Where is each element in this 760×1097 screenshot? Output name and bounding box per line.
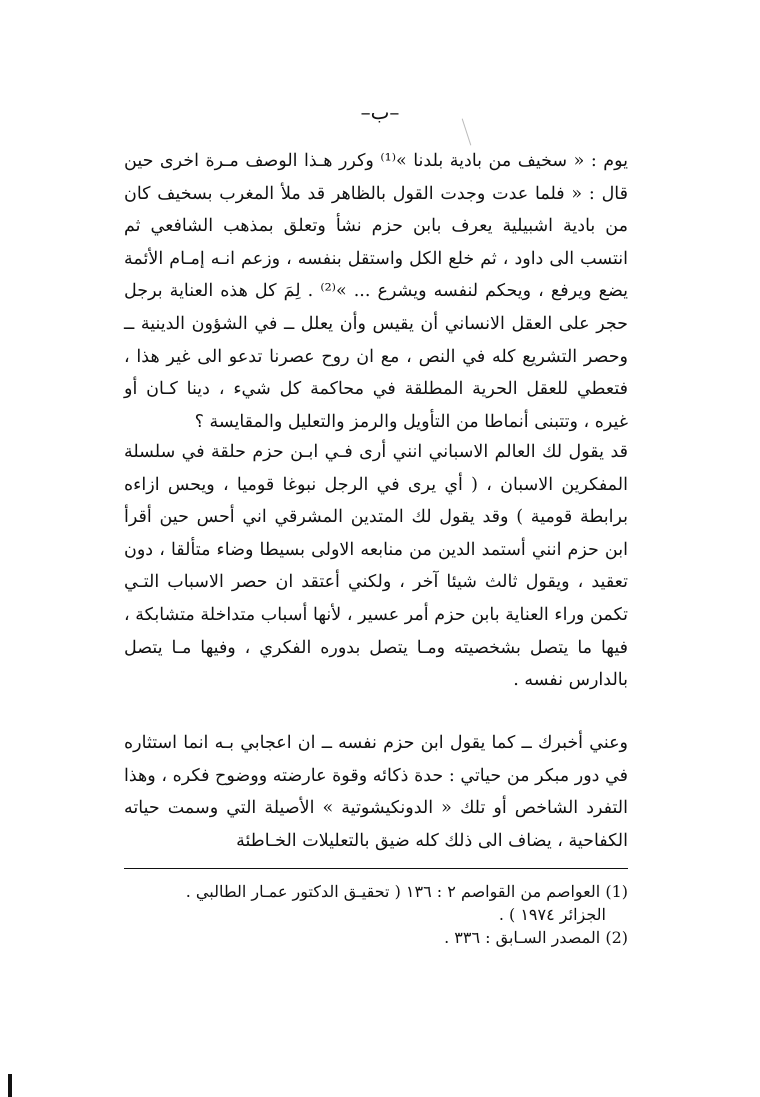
footnote-text: المصدر السـابق : ٣٣٦ . [444, 928, 601, 947]
footnote-marker: (2) [605, 928, 628, 947]
page-number: –ب– [360, 100, 400, 124]
paragraph-text: يوم : « سخيف من بادية بلدنا »⁽¹⁾ وكرر هـذا الوصف مـرة اخرى حين قال : « فلما عدت وجدت القول بالظاهر قد ملأ المغرب بسخيف كان من بادية اشبيلية يعرف بابن حزم نشأ وتعلق بمذهب الشافعي ثم انتسب الى داود ، ثم خلع الكل واستقل بنفسه ، وزعم انـه إمـام الأئمة يضع ويرفع ، ويحكم لنفسه ويشرع ... »⁽²⁾ . لِمَ كل هذه العناية برجل حجر على العقل الانساني أن يقيس وأن يعلل ــ في الشؤون الدينية ــ وحصر التشريع كله في النص ، مع ان روح عصرنا تدعو الى غير هذا ، فتعطي للعقل الحرية المطلقة في محاكمة كل شيء ، دينا كـان أو غيره ، وتتبنى أنماطا من التأويل والرمز والتعليل والمقايسة ؟ [124, 151, 629, 432]
paragraph-3 [124, 727, 628, 857]
footnote-1 [124, 880, 628, 926]
footnote-separator [124, 868, 628, 869]
paragraph-text: وعني أخبرك ــ كما يقول ابن حزم نفسه ــ ان اعجابي بـه انما استثاره في دور مبكر من حياتي : حدة ذكائه وقوة عارضته ووضوح فكره ، وهذا التفرد الشاخص أو تلك « الدونكيشوتية » الأصيلة التي وسمت حياته الكفاحية ، يضاف الى ذلك كله ضيق بالتعليلات الخـاطئة [124, 733, 628, 851]
footnote-marker: (1) [605, 882, 628, 901]
paragraph-2 [124, 436, 628, 697]
footnote-continuation: الجزائر ١٩٧٤ ) . [498, 905, 606, 924]
paragraph-1 [124, 145, 628, 438]
footnote-2 [124, 926, 628, 949]
scan-edge-mark [8, 1074, 12, 1097]
footnotes [124, 880, 628, 949]
footnote-text: العواصم من القواصم ٢ : ١٣٦ ( تحقيـق الدكتور عمـار الطالبي . [185, 882, 601, 901]
paragraph-text: قد يقول لك العالم الاسباني انني أرى فـي ابـن حزم حلقة في سلسلة المفكرين الاسبان ، ( أي يرى في الرجل نبوغا قوميا ، ويحس ازاءه برابطة قومية ) وقد يقول لك المتدين المشرقي اني أحس حين أقرأ ابن حزم انني أستمد الدين من منابعه الاولى بسيطا وضاء متألقا ، دون تعقيد ، ويقول ثالث شيئا آخر ، ولكني أعتقد ان حصر الاسباب التـي تكمن وراء العناية بابن حزم أمر عسير ، لأنها أسباب متداخلة متشابكة ، فيها ما يتصل بشخصيته ومـا يتصل بدوره الفكري ، وفيها مـا يتصل بالدارس نفسه . [124, 442, 628, 691]
